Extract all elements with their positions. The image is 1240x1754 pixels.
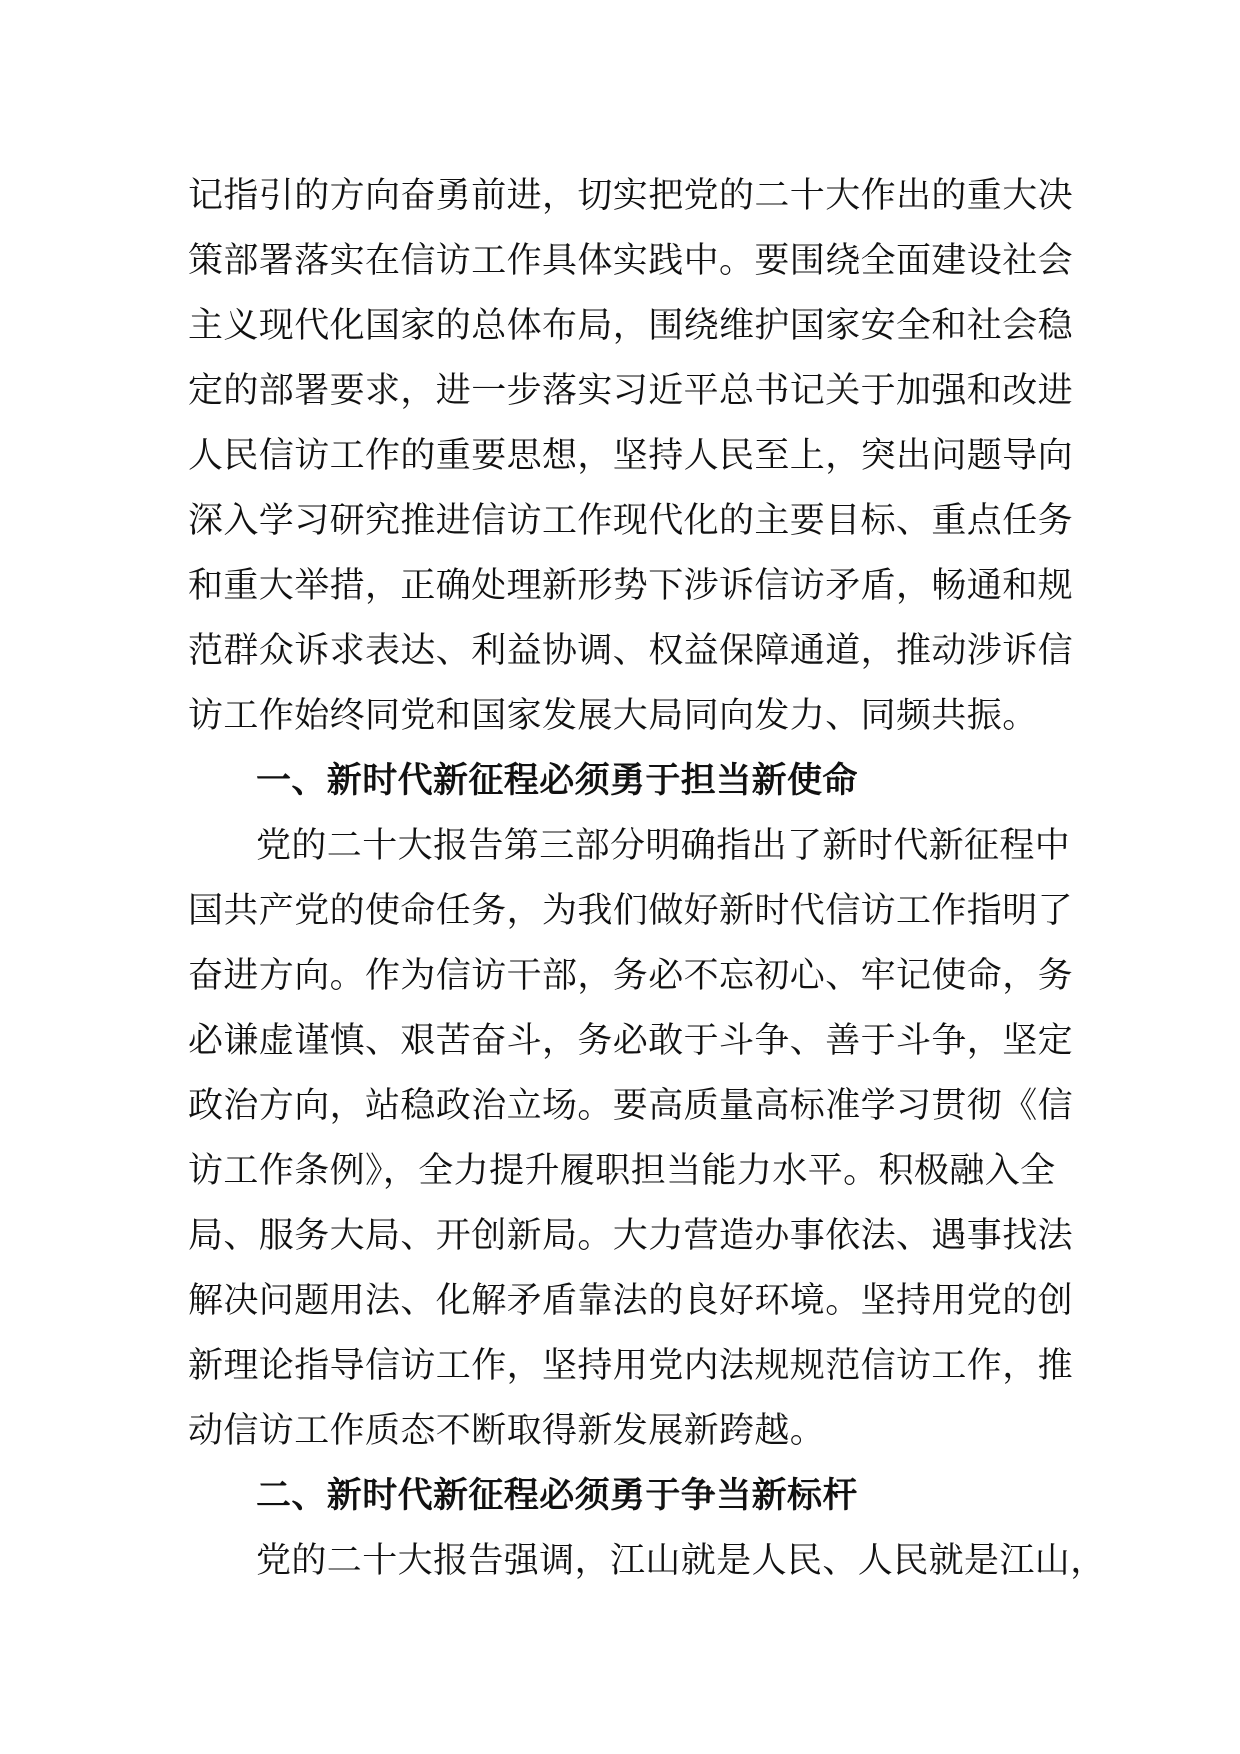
body-line: 解决问题用法、化解矛盾靠法的良好环境。坚持用党的创: [188, 1281, 1074, 1321]
body-line: 访工作条例》，全力提升履职担当能力水平。积极融入全: [188, 1151, 1056, 1191]
body-line: 国共产党的使命任务，为我们做好新时代信访工作指明了: [188, 891, 1074, 931]
body-line: 深入学习研究推进信访工作现代化的主要目标、重点任务: [188, 501, 1074, 541]
section-heading-1: 一、新时代新征程必须勇于担当新使命: [256, 761, 858, 801]
body-line: 党的二十大报告强调，江山就是人民、人民就是江山，: [256, 1541, 1106, 1581]
body-line: 奋进方向。作为信访干部，务必不忘初心、牢记使命，务: [188, 956, 1074, 996]
body-line: 新理论指导信访工作，坚持用党内法规规范信访工作，推: [188, 1346, 1074, 1386]
body-line: 必谦虚谨慎、艰苦奋斗，务必敢于斗争、善于斗争，坚定: [188, 1021, 1074, 1061]
body-line: 定的部署要求，进一步落实习近平总书记关于加强和改进: [188, 371, 1074, 411]
section-heading-2: 二、新时代新征程必须勇于争当新标杆: [256, 1476, 858, 1516]
body-line: 范群众诉求表达、利益协调、权益保障通道，推动涉诉信: [188, 631, 1074, 671]
body-line: 人民信访工作的重要思想，坚持人民至上，突出问题导向: [188, 436, 1074, 476]
body-line: 党的二十大报告第三部分明确指出了新时代新征程中: [256, 826, 1071, 866]
document-body: [188, 164, 1106, 1594]
body-line: 主义现代化国家的总体布局，围绕维护国家安全和社会稳: [188, 306, 1074, 346]
body-line: 访工作始终同党和国家发展大局同向发力、同频共振。: [188, 696, 1038, 736]
body-line: 策部署落实在信访工作具体实践中。要围绕全面建设社会: [188, 241, 1074, 281]
body-line: 动信访工作质态不断取得新发展新跨越。: [188, 1411, 826, 1451]
body-line: 和重大举措，正确处理新形势下涉诉信访矛盾，畅通和规: [188, 566, 1074, 606]
body-line: 记指引的方向奋勇前进，切实把党的二十大作出的重大决: [188, 176, 1074, 216]
body-line: 局、服务大局、开创新局。大力营造办事依法、遇事找法: [188, 1216, 1074, 1256]
body-line: 政治方向，站稳政治立场。要高质量高标准学习贯彻《信: [188, 1086, 1074, 1126]
